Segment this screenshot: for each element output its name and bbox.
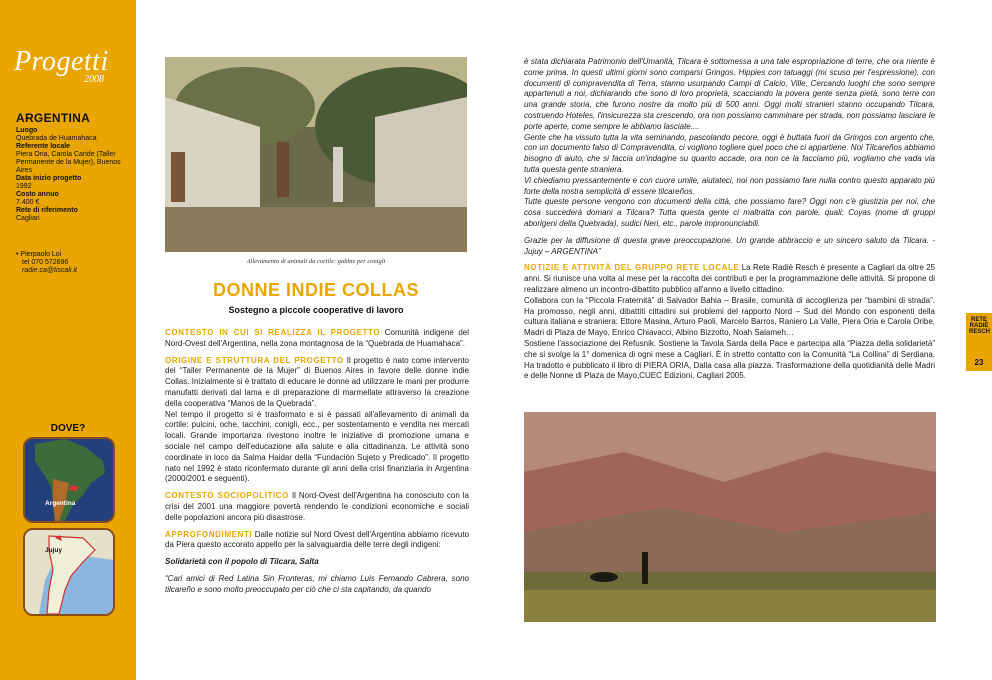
fact-label: Luogo: [16, 127, 38, 134]
section-heading: APPROFONDIMENTI: [165, 529, 253, 539]
article-title: DONNE INDIE COLLAS: [212, 280, 419, 300]
article-column-right: [524, 57, 935, 382]
quote-paragraph: è stata dichiarata Patrimonio dell'Umanità, Tilcara è sottomessa a una tale espropriazione di terre, che ora niente è come prima. In questi ultimi giorni sono comparsi Gringos, Hippies con tatuaggi (mi scuso per l'espressione), con documenti di compravendita di Terra, stanno usurpando Campi di Calcio, Ville, Cercando luoghi che sono sempre appartenuti a noi, dichiarando che sono di loro proprietà, scacciando la povera gente senza pietà, sono terre con una grande storia, che furono nostre da molto più di 500 anni. Oggi molti stranieri stanno occupando Tilcara, costruendo Hoteles, l'insicurezza sta crescendo, ora non possiamo camminare per strada, non possiamo lasciare le porte aperte, come sempre le abbiamo lasciate....: [524, 57, 935, 131]
quote-paragraph: Gente che ha vissuto tutta la vita seminando, pascolando pecore, oggi è buttata fuori da Gringos con argento che, con un documento falso di Compravendita, ci vogliono togliere quel poco che ci appartiene. Noi Tilcareños abbiamo bisogno di aiuto, che si faccia un'indagine su quanto accade, ora non ce la facciamo più, vogliamo che vada via tutta questa gente straniera.: [524, 132, 935, 174]
country-heading: ARGENTINA: [16, 111, 91, 125]
section-heading: NOTIZIE E ATTIVITÀ DEL GRUPPO RETE LOCALE: [524, 263, 740, 273]
section-heading: CONTESTO IN CUI SI REALIZZA IL PROGETTO: [165, 328, 381, 337]
quote-paragraph: Vi chiediamo pressantemente e con cuore umile, aiutateci, noi non possiamo fare nulla contro questo apparato più forte della nostra semplicità di essere tilcareños.: [524, 175, 935, 196]
section-text: Nel tempo il progetto si è trasformato e si è passati all'allevamento di animali da cortile: pulcini, oche, tacchini, conigli, ecc., per sostentamento e vendita nei mercati locali. Grande importanza rivestono inoltre le iniziative di promozione umana e sociale nel campo dell'educazione alla salute e alla cittadinanza. Le attività sono coordinate in loco da Salma Haidar della “Fundación Sujeto y Predicado”. Il progetto nato nel 1992 è stato riconfermato durante gli anni della crisi finanziaria in Argentina (2000/2001 e seguenti).: [165, 409, 469, 484]
fact-label: Data inizio progetto: [16, 175, 82, 182]
contact-name: • Pierpaolo Loi: [16, 251, 62, 258]
page-tab: [966, 313, 992, 371]
photo-rabbit-cages: [165, 57, 467, 252]
fact-label: Rete di riferimento: [16, 207, 78, 214]
section-text: Comunità indigene del Nord-Ovest dell'Argentina, nella zona montagnosa de la “Quebrada de Huamahaca”.: [165, 328, 469, 348]
photo-quebrada-landscape-image: [524, 412, 936, 622]
appeal-title: Solidarietà con il popolo di Tilcara, Salta: [165, 557, 319, 567]
fact-value: 7.400 €: [16, 199, 40, 206]
section-year: 2008: [84, 74, 104, 85]
dove-heading: DOVE?: [50, 423, 86, 434]
section-title: Progetti: [14, 46, 109, 77]
fact-label: Referente locale: [16, 143, 71, 150]
map-south-america: [23, 437, 115, 523]
article-subtitle: Sostegno a piccole cooperative di lavoro: [228, 305, 404, 315]
contact-block: [16, 251, 77, 275]
section-text: Il Nord-Ovest dell'Argentina ha conosciuto con la crisi del 2001 una maggiore povertà rendendo le condizioni economiche e sociali delle popolazioni ancora più disastrose.: [165, 491, 469, 522]
argentina-map-icon: [25, 530, 113, 614]
section-text: Dalle notizie sul Nord Ovest dell'Argentina abbiamo ricevuto da Piera questo accorato appello per la salvaguardia delle terre degli indigeni:: [165, 529, 469, 550]
project-facts: [16, 127, 132, 223]
section-heading: CONTESTO SOCIOPOLITICO: [165, 491, 290, 501]
sidebar: [0, 0, 136, 680]
section-text: Collabora con la “Piccola Fraternità” di Salvador Bahia – Brasile, comunità di accoglienza per “bambini di strada”. Ha promosso, negli anni, dibattiti cittadini sui problemi del rapporto Nord – Sud del Mondo con esponenti della cultura italiana e straniera: Ettore Masina, Arturo Paoli, Marcelo Barros, Raniero La Valle, Piera Oria e Carola Oribe, Madri di Plaza de Mayo, Enrico Chiavacci, Albino Bizzotto, Noah Salameh…: [524, 295, 935, 338]
fact-value: Quebrada de Huamahaca: [16, 135, 97, 142]
photo-caption: Allevamento di animali da cortile: gabbie per conigli: [246, 258, 386, 265]
south-america-map-icon: [25, 439, 113, 521]
fact-value: 1992: [16, 183, 32, 190]
section-text: Sostiene l'associazione dei Refusnik. Sostiene la Tavola Sarda della Pace e partecipa alla “Piazza della solidarietà” che si svolge la 1° domenica di ogni mese a Cagliari. È in stretto contatto con la Comunità “La Collina” di Serdiana. Ha tradotto e pubblicato il libro di PIERA ORIA, Dalla casa alla piazza. Trasformazione della quotidianità delle Madri e delle Nonne di Plaza de Mayo,CUEC Edizioni, Cagliari 2005.: [524, 338, 935, 381]
page-number: 23: [974, 358, 984, 367]
photo-quebrada-landscape: [524, 412, 936, 622]
section-text: Il progetto è nato come intervento del “Taller Permanente de la Mujer” di Buenos Aires in favore delle donne indie Collas. Inizialmente si è trattato di educare le donne ad utilizzare le mani per produrre manufatti derivati dal lama e di preparazione di marmellate attraverso la creazione della cooperativa “Manos de la Quebrada”.: [165, 355, 469, 408]
quote-paragraph: Tutte queste persone vengono con documenti della città, che possiamo fare? Oggi non c'è giustizia per noi, che cosa succederà domani a Tilcara? Tutta questa gente ci maltratta con parole, quali: Coyas (nome di gruppi aborigeni della Quebrada), sudici Neri, etc., parole impronunciabili.: [524, 197, 935, 228]
article-column-left: [165, 328, 469, 596]
fact-value: Piera Oria, Carola Caride (Taller Permanente de la Mujer), Buenos Aires: [16, 151, 121, 174]
section-heading: ORIGINE E STRUTTURA DEL PROGETTO: [165, 355, 344, 365]
contact-email-link[interactable]: radie.ca@tiscali.it: [22, 267, 77, 274]
section-text: La Rete Radiè Resch è presente a Cagliari da oltre 25 anni. Si riunisce una volta al mese per la raccolta dei contributi e per la programmazione delle attività. Si propone di realizzare almeno un incontro-dibattito pubblico all'anno a livello cittadino.: [524, 263, 936, 294]
quote-closing: Grazie per la diffusione di questa grave preoccupazione. Un grande abbraccio e un sincero saluto da Tilcara. - Jujuy – ARGENTINA”: [524, 235, 935, 256]
photo-rabbit-cages-image: [165, 57, 467, 252]
fact-label: Costo annuo: [16, 191, 59, 198]
contact-phone: tel 070 572696: [22, 259, 69, 266]
fact-value: Cagliari: [16, 215, 40, 222]
map-label-argentina: Argentina: [45, 500, 76, 507]
map-label-jujuy: Jujuy: [45, 547, 62, 554]
rete-radie-resch-logo: RETE RADIÈ RESCH: [969, 317, 991, 335]
map-argentina: [23, 528, 115, 616]
appeal-quote: “Cari amici di Red Latina Sin Fronteras, mi chiamo Luis Fernando Cabrera, sono tilcareño e sono molto preoccupato per ciò che ci sta capitando, da quando: [165, 573, 469, 594]
